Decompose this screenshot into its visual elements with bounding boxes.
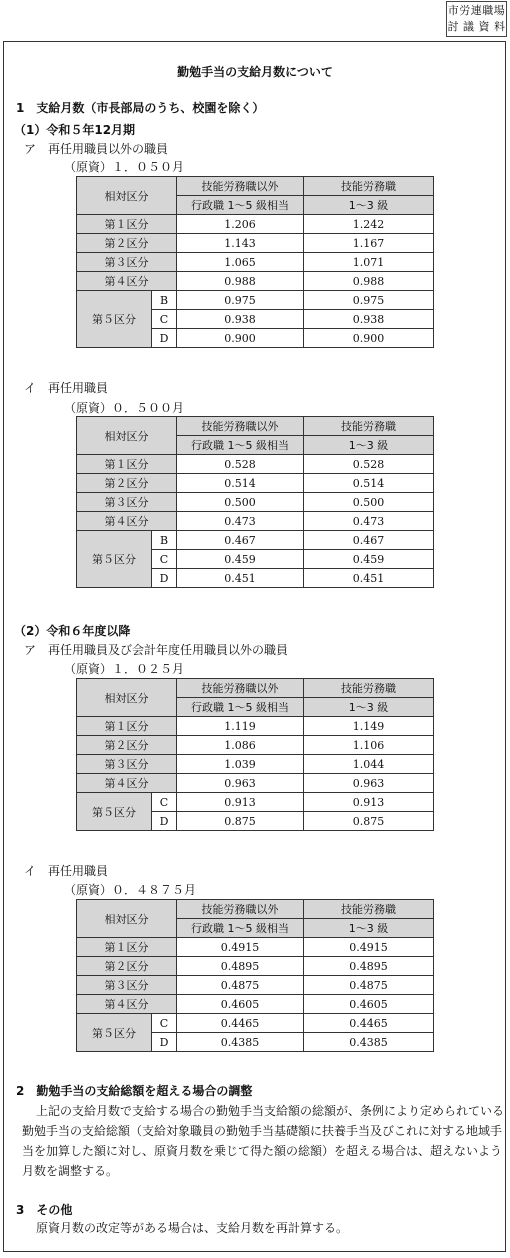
value-manual: 0.451 bbox=[304, 569, 434, 588]
table-row bbox=[77, 793, 434, 812]
value-non-manual: 1.086 bbox=[177, 736, 304, 755]
value-non-manual: 1.065 bbox=[177, 253, 304, 272]
table-row bbox=[77, 755, 434, 774]
header-admin-grade: 行政職 1〜5 級相当 bbox=[177, 698, 304, 717]
category-name: 第１区分 bbox=[77, 455, 177, 474]
value-non-manual: 0.459 bbox=[177, 550, 304, 569]
category-name: 第３区分 bbox=[77, 755, 177, 774]
category-name: 第２区分 bbox=[77, 736, 177, 755]
category-name: 第４区分 bbox=[77, 272, 177, 291]
table-header-row bbox=[77, 177, 434, 196]
value-manual: 0.514 bbox=[304, 474, 434, 493]
header-admin-grade: 行政職 1〜5 級相当 bbox=[177, 436, 304, 455]
value-manual: 0.528 bbox=[304, 455, 434, 474]
table-b-basis: （原資）０．５００月 bbox=[64, 401, 185, 415]
table-row bbox=[77, 736, 434, 755]
value-manual: 1.149 bbox=[304, 717, 434, 736]
table-row bbox=[77, 234, 434, 253]
table-header-row bbox=[77, 679, 434, 698]
table-header-row bbox=[77, 417, 434, 436]
category-band-5: 第５区分 bbox=[77, 793, 152, 831]
value-non-manual: 1.119 bbox=[177, 717, 304, 736]
sub-category: C bbox=[152, 1014, 177, 1033]
value-manual: 0.988 bbox=[304, 272, 434, 291]
value-non-manual: 0.963 bbox=[177, 774, 304, 793]
header-non-manual: 技能労務職以外 bbox=[177, 679, 304, 698]
value-non-manual: 0.988 bbox=[177, 272, 304, 291]
value-manual: 1.106 bbox=[304, 736, 434, 755]
category-name: 第１区分 bbox=[77, 215, 177, 234]
value-manual: 0.4915 bbox=[304, 938, 434, 957]
section-1-2-heading: （2）令和６年度以降 bbox=[14, 624, 131, 638]
value-non-manual: 1.206 bbox=[177, 215, 304, 234]
value-non-manual: 1.143 bbox=[177, 234, 304, 253]
header-relative-category: 相対区分 bbox=[77, 417, 177, 455]
value-non-manual: 0.4875 bbox=[177, 976, 304, 995]
table-row bbox=[77, 455, 434, 474]
value-manual: 0.4465 bbox=[304, 1014, 434, 1033]
value-manual: 1.242 bbox=[304, 215, 434, 234]
category-name: 第３区分 bbox=[77, 976, 177, 995]
stamp-line-1: 市労連職場 bbox=[447, 4, 506, 17]
value-manual: 1.044 bbox=[304, 755, 434, 774]
value-manual: 0.975 bbox=[304, 291, 434, 310]
table-row bbox=[77, 774, 434, 793]
table-row bbox=[77, 995, 434, 1014]
value-non-manual: 0.938 bbox=[177, 310, 304, 329]
header-manual: 技能労務職 bbox=[304, 900, 434, 919]
section-3-heading: 3 その他 bbox=[16, 1203, 73, 1217]
value-manual: 0.913 bbox=[304, 793, 434, 812]
sub-category: C bbox=[152, 550, 177, 569]
value-non-manual: 0.913 bbox=[177, 793, 304, 812]
header-relative-category: 相対区分 bbox=[77, 679, 177, 717]
document-title: 勤勉手当の支給月数について bbox=[177, 65, 333, 79]
value-non-manual: 0.4605 bbox=[177, 995, 304, 1014]
value-manual: 0.900 bbox=[304, 329, 434, 348]
value-manual: 0.4605 bbox=[304, 995, 434, 1014]
table-row bbox=[77, 474, 434, 493]
table-row bbox=[77, 215, 434, 234]
header-non-manual: 技能労務職以外 bbox=[177, 900, 304, 919]
category-name: 第２区分 bbox=[77, 474, 177, 493]
table-row bbox=[77, 512, 434, 531]
section-1-1-heading: （1）令和５年12月期 bbox=[14, 123, 136, 137]
value-manual: 0.473 bbox=[304, 512, 434, 531]
header-admin-grade: 行政職 1〜5 級相当 bbox=[177, 919, 304, 938]
value-manual: 1.167 bbox=[304, 234, 434, 253]
header-grade-range: 1〜3 級 bbox=[304, 698, 434, 717]
table-row bbox=[77, 493, 434, 512]
table-c bbox=[76, 678, 434, 831]
value-manual: 0.467 bbox=[304, 531, 434, 550]
table-row bbox=[77, 1014, 434, 1033]
value-manual: 0.4875 bbox=[304, 976, 434, 995]
value-non-manual: 0.514 bbox=[177, 474, 304, 493]
value-non-manual: 0.4465 bbox=[177, 1014, 304, 1033]
table-row bbox=[77, 938, 434, 957]
value-manual: 0.500 bbox=[304, 493, 434, 512]
table-b-label: イ 再任用職員 bbox=[24, 381, 109, 395]
section-2-line-3: 当を加算した額に対し、原資月数を乗じて得た額の総額）を超える場合は、超えないよう bbox=[22, 1144, 503, 1158]
table-b bbox=[76, 416, 434, 588]
sub-category: B bbox=[152, 531, 177, 550]
value-non-manual: 0.900 bbox=[177, 329, 304, 348]
table-row bbox=[77, 291, 434, 310]
sub-category: D bbox=[152, 1033, 177, 1052]
header-grade-range: 1〜3 級 bbox=[304, 436, 434, 455]
value-manual: 0.4895 bbox=[304, 957, 434, 976]
table-row bbox=[77, 976, 434, 995]
value-manual: 0.963 bbox=[304, 774, 434, 793]
table-row bbox=[77, 531, 434, 550]
table-row bbox=[77, 272, 434, 291]
header-relative-category: 相対区分 bbox=[77, 177, 177, 215]
category-name: 第３区分 bbox=[77, 493, 177, 512]
header-grade-range: 1〜3 級 bbox=[304, 196, 434, 215]
value-non-manual: 0.975 bbox=[177, 291, 304, 310]
value-non-manual: 0.467 bbox=[177, 531, 304, 550]
value-non-manual: 0.4385 bbox=[177, 1033, 304, 1052]
table-d-basis: （原資）０．４８７５月 bbox=[64, 883, 197, 897]
table-c-label: ア 再任用職員及び会計年度任用職員以外の職員 bbox=[24, 643, 289, 657]
category-band-5: 第５区分 bbox=[77, 291, 152, 348]
header-manual: 技能労務職 bbox=[304, 177, 434, 196]
value-non-manual: 0.473 bbox=[177, 512, 304, 531]
table-header-row bbox=[77, 900, 434, 919]
stamp-line-2: 討 議 資 料 bbox=[447, 20, 506, 33]
table-a-label: ア 再任用職員以外の職員 bbox=[24, 142, 169, 156]
category-name: 第４区分 bbox=[77, 512, 177, 531]
category-name: 第１区分 bbox=[77, 717, 177, 736]
discussion-material-stamp bbox=[446, 1, 507, 37]
section-2-line-2: 勤勉手当の支給総額（支給対象職員の勤勉手当基礎額に扶養手当及びこれに対する地域手 bbox=[22, 1124, 503, 1138]
category-band-5: 第５区分 bbox=[77, 531, 152, 588]
section-1-heading: 1 支給月数（市長部局のうち、校園を除く） bbox=[16, 101, 265, 115]
header-manual: 技能労務職 bbox=[304, 417, 434, 436]
header-non-manual: 技能労務職以外 bbox=[177, 177, 304, 196]
table-c-basis: （原資）１．０２５月 bbox=[64, 662, 185, 676]
header-manual: 技能労務職 bbox=[304, 679, 434, 698]
table-d bbox=[76, 899, 434, 1052]
section-2-heading: 2 勤勉手当の支給総額を超える場合の調整 bbox=[16, 1084, 253, 1098]
category-band-5: 第５区分 bbox=[77, 1014, 152, 1052]
table-row bbox=[77, 957, 434, 976]
value-non-manual: 0.528 bbox=[177, 455, 304, 474]
value-manual: 0.459 bbox=[304, 550, 434, 569]
table-row bbox=[77, 717, 434, 736]
table-d-label: イ 再任用職員 bbox=[24, 864, 109, 878]
category-name: 第４区分 bbox=[77, 774, 177, 793]
value-non-manual: 0.875 bbox=[177, 812, 304, 831]
section-3-text: 原資月数の改定等がある場合は、支給月数を再計算する。 bbox=[36, 1221, 349, 1235]
table-a bbox=[76, 176, 434, 348]
value-non-manual: 0.500 bbox=[177, 493, 304, 512]
sub-category: D bbox=[152, 812, 177, 831]
category-name: 第３区分 bbox=[77, 253, 177, 272]
value-non-manual: 0.4895 bbox=[177, 957, 304, 976]
sub-category: C bbox=[152, 793, 177, 812]
category-name: 第４区分 bbox=[77, 995, 177, 1014]
sub-category: B bbox=[152, 291, 177, 310]
sub-category: D bbox=[152, 329, 177, 348]
table-a-basis: （原資）１．０５０月 bbox=[64, 160, 185, 174]
sub-category: D bbox=[152, 569, 177, 588]
value-manual: 1.071 bbox=[304, 253, 434, 272]
category-name: 第２区分 bbox=[77, 957, 177, 976]
header-relative-category: 相対区分 bbox=[77, 900, 177, 938]
section-2-line-1: 上記の支給月数で支給する場合の勤勉手当支給額の総額が、条例により定められている bbox=[36, 1104, 505, 1118]
table-row bbox=[77, 253, 434, 272]
header-grade-range: 1〜3 級 bbox=[304, 919, 434, 938]
value-non-manual: 1.039 bbox=[177, 755, 304, 774]
value-manual: 0.4385 bbox=[304, 1033, 434, 1052]
value-non-manual: 0.451 bbox=[177, 569, 304, 588]
header-non-manual: 技能労務職以外 bbox=[177, 417, 304, 436]
header-admin-grade: 行政職 1〜5 級相当 bbox=[177, 196, 304, 215]
value-manual: 0.938 bbox=[304, 310, 434, 329]
value-non-manual: 0.4915 bbox=[177, 938, 304, 957]
section-2-line-4: 月数を調整する。 bbox=[22, 1164, 119, 1178]
category-name: 第２区分 bbox=[77, 234, 177, 253]
category-name: 第１区分 bbox=[77, 938, 177, 957]
sub-category: C bbox=[152, 310, 177, 329]
value-manual: 0.875 bbox=[304, 812, 434, 831]
